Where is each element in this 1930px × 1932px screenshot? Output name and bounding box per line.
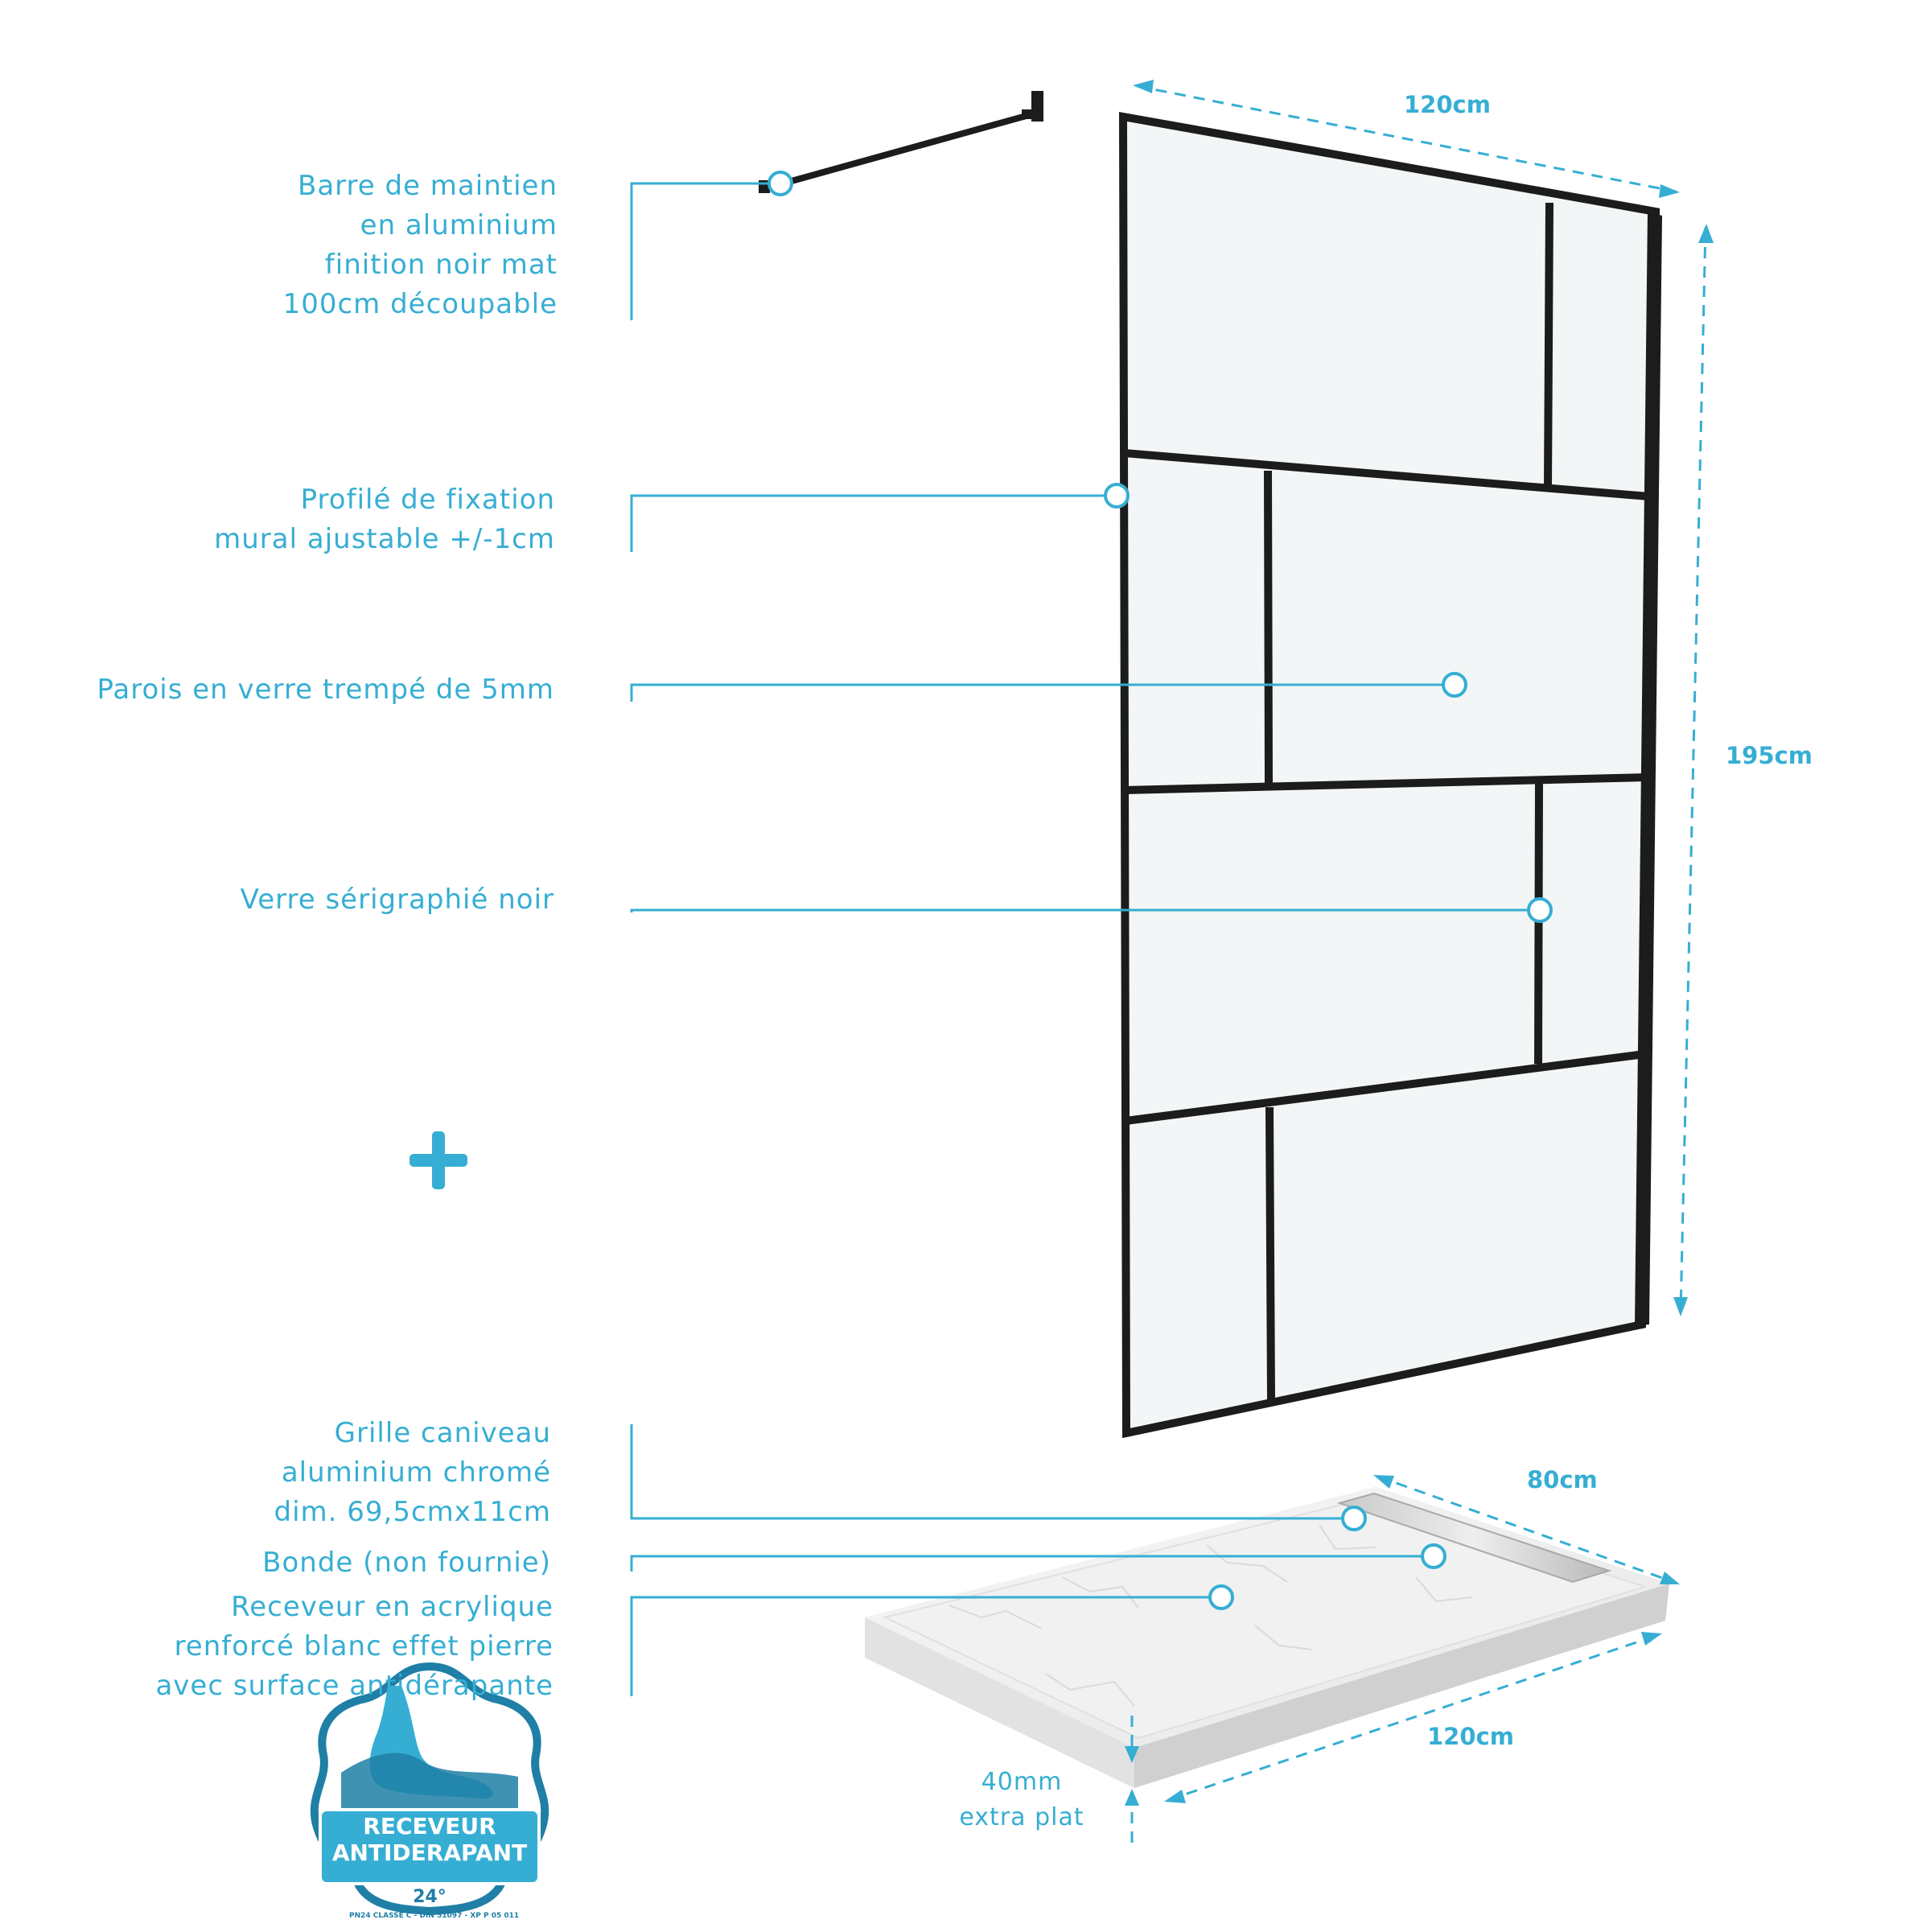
shower-tray: [865, 1487, 1669, 1788]
badge-norm: PN24 CLASSE C - DIN 51097 - XP P 05 011: [349, 1912, 520, 1920]
badge-line1: RECEVEUR: [363, 1813, 496, 1839]
badge-angle: 24°: [413, 1887, 446, 1907]
label-holding-bar: Barre de maintien en aluminium finition noir mat 100cm découpable: [282, 170, 558, 320]
label-drain-plug: Bonde (non fournie): [262, 1547, 551, 1579]
label-shower-tray: Receveur en acrylique renforcé blanc effet pierre avec surface antidérapante: [155, 1591, 553, 1702]
label-tempered-glass: Parois en verre trempé de 5mm: [97, 674, 554, 706]
label-drain-grate: Grille caniveau aluminium chromé dim. 69,5cmx11cm: [274, 1417, 551, 1528]
dim-tray-depth: 80cm: [1527, 1466, 1598, 1493]
dim-panel-height: 195cm: [1726, 742, 1813, 769]
plus-icon: [406, 1128, 471, 1193]
dim-tray-thickness: 40mm extra plat: [959, 1768, 1084, 1831]
label-wall-profile: Profilé de fixation mural ajustable +/-1cm: [214, 484, 555, 555]
dim-panel-width: 120cm: [1404, 91, 1491, 118]
glass-panel: [1123, 117, 1662, 1433]
dim-tray-width: 120cm: [1427, 1723, 1514, 1750]
holding-bar: [759, 91, 1043, 193]
badge-line2: ANTIDERAPANT: [331, 1839, 528, 1866]
label-screen-printed-glass: Verre sérigraphié noir: [240, 884, 554, 916]
